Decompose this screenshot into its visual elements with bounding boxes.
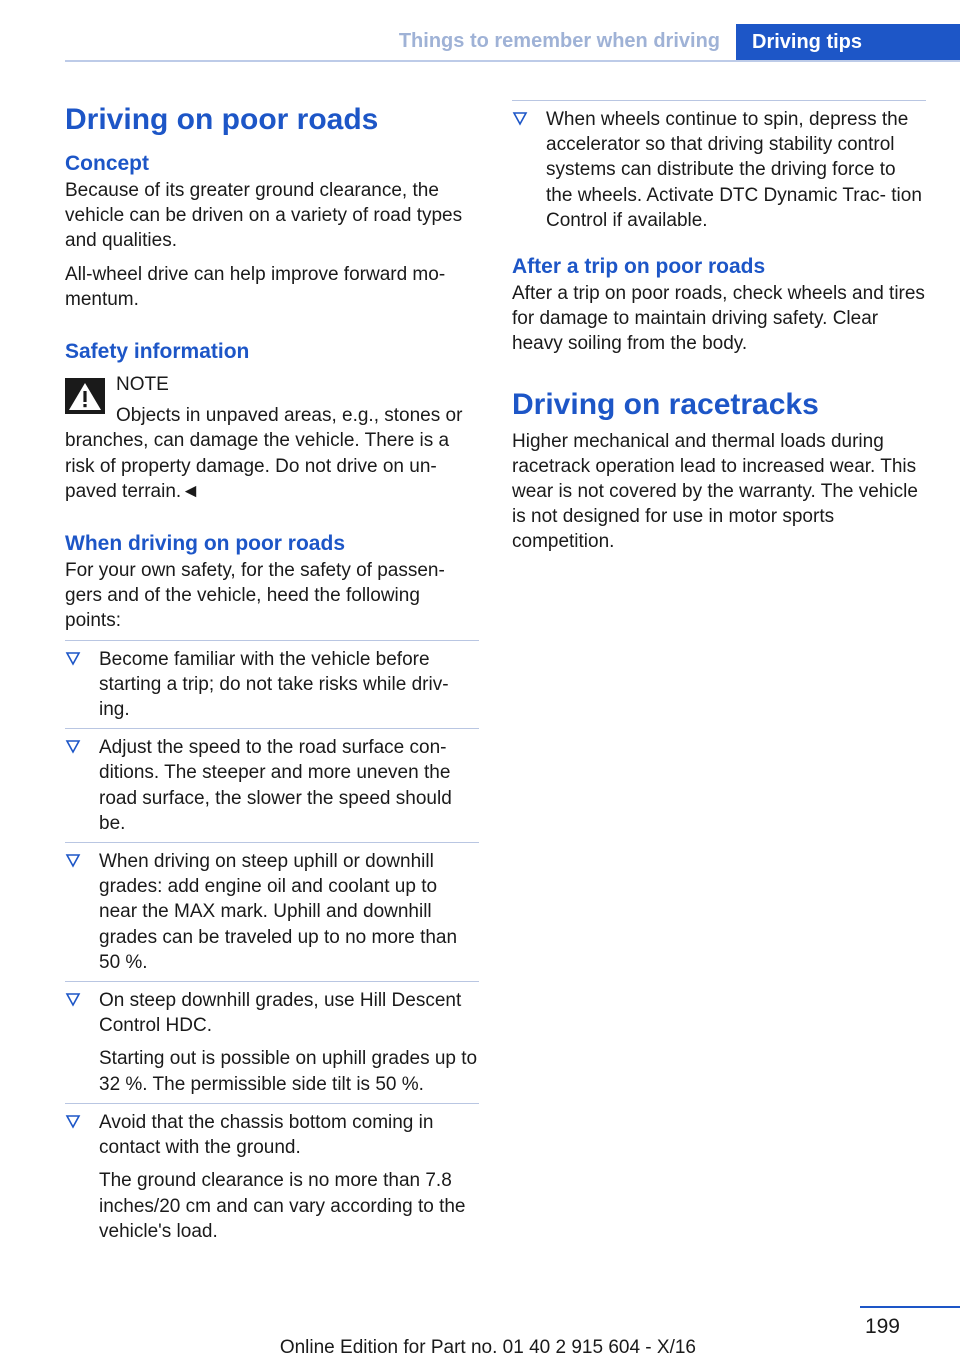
list-item-text: Become familiar with the vehicle before starting a trip; do not take risks while driv‐ ing. — [99, 648, 449, 721]
continued-bullet-list — [512, 100, 926, 239]
list-item — [65, 981, 479, 1103]
footer-divider — [860, 1306, 960, 1308]
triangle-bullet-icon — [65, 992, 81, 1008]
list-item-text: On steep downhill grades, use Hill Descent Control HDC. — [99, 990, 462, 1037]
list-item — [65, 1103, 479, 1250]
page-header — [0, 0, 960, 62]
when-driving-intro: For your own safety, for the safety of passen‐ gers and of the vehicle, heed the following points: — [65, 560, 445, 632]
warning-triangle-icon — [65, 378, 105, 414]
list-item-text: When wheels continue to spin, depress the accelerator so that driving stability control systems can distribute the driving force to the wheels. Activate DTC Dynamic Trac‐ tion Control if available. — [546, 109, 922, 231]
triangle-bullet-icon — [512, 111, 528, 127]
concept-paragraph-1: Because of its greater ground clearance, the vehicle can be driven on a variety of road types and qualities. — [65, 180, 463, 252]
list-item-text: Adjust the speed to the road surface con‐ ditions. The steeper and more uneven the road surface, the slower the speed should be. — [99, 737, 452, 834]
left-column — [65, 100, 479, 1250]
triangle-bullet-icon — [65, 739, 81, 755]
heading-after-trip: After a trip on poor roads — [512, 255, 766, 279]
after-trip-text: After a trip on poor roads, check wheels and tires for damage to maintain driving safety. Clear heavy soiling from the body. — [512, 283, 925, 355]
section-title-poor-roads: Driving on poor roads — [65, 103, 379, 136]
note-label: NOTE — [116, 374, 169, 396]
safety-note — [65, 372, 479, 504]
header-section-title: Things to remember when driving — [398, 30, 720, 52]
poor-roads-bullet-list — [65, 640, 479, 1250]
page-number: 199 — [864, 1315, 900, 1338]
list-item — [65, 640, 479, 729]
racetracks-text: Higher mechanical and thermal loads during racetrack operation lead to increased wear. This wear is not covered by the warranty. The vehicle is not designed for use in motor sports competition. — [512, 430, 918, 553]
right-column — [512, 100, 926, 555]
list-item-text: Avoid that the chassis bottom coming in contact with the ground. — [99, 1111, 434, 1159]
note-text: Objects in unpaved areas, e.g., stones or branches, can damage the vehicle. There is a risk of property damage. Do not drive on un‐ paved terrain.◄ — [65, 405, 463, 502]
triangle-bullet-icon — [65, 853, 81, 869]
concept-paragraph-2: All-wheel drive can help improve forward mo‐ mentum. — [65, 263, 446, 310]
list-item-extra: The ground clearance is no more than 7.8 inches/20 cm and can vary according to the vehicle's load. — [99, 1170, 466, 1242]
section-title-racetracks: Driving on racetracks — [512, 387, 819, 421]
header-chapter-tab: Driving tips — [736, 24, 960, 61]
footer-edition: Online Edition for Part no. 01 40 2 915 604 - X/16 — [279, 1337, 696, 1358]
list-item — [512, 100, 926, 239]
heading-when-driving: When driving on poor roads — [65, 532, 345, 556]
list-item — [65, 728, 479, 842]
header-divider — [65, 60, 960, 62]
list-item-extra: Starting out is possible on uphill grades up to 32 %. The permissible side tilt is 50 %. — [99, 1048, 478, 1095]
heading-concept: Concept — [65, 152, 149, 175]
heading-safety-information: Safety information — [65, 340, 250, 364]
triangle-bullet-icon — [65, 651, 81, 667]
list-item — [65, 842, 479, 981]
triangle-bullet-icon — [65, 1114, 81, 1130]
list-item-text: When driving on steep uphill or downhill grades: add engine oil and coolant up to near the MAX mark. Uphill and downhill grades can be traveled up to no more than 50 %. — [99, 851, 458, 973]
